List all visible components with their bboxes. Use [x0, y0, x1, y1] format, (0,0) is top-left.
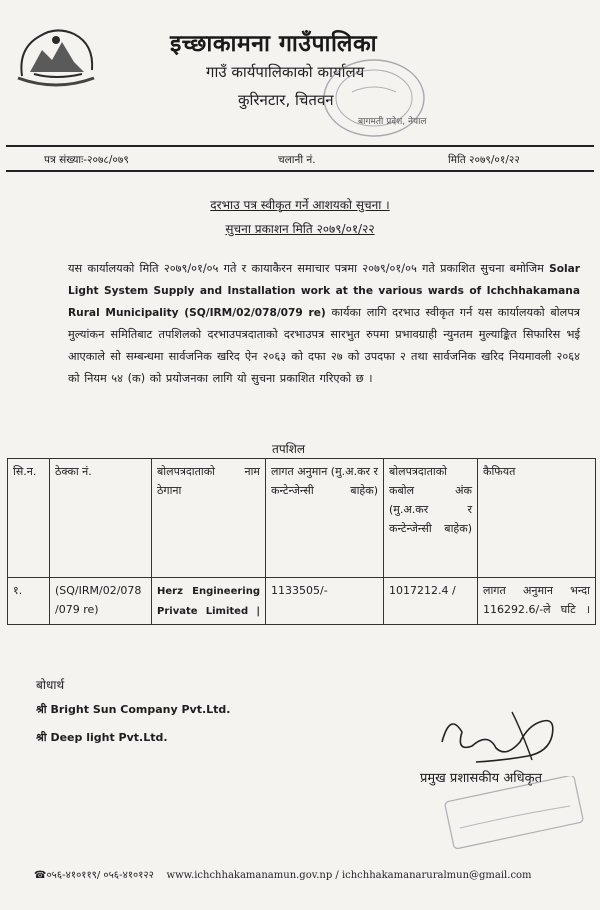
cell-estimate: 1133505/-: [266, 578, 384, 625]
header-bid-amount: बोलपत्रदाताको कबोल अंक (मु.अ.कर र कन्टेन्जेन्सी बाहेक): [384, 459, 478, 578]
notice-subject: दरभाउ पत्र स्वीकृत गर्ने आशयको सुचना ।: [210, 198, 390, 212]
cell-remark: लागत अनुमान भन्दा 116292.6/-ले घटि ।: [478, 578, 596, 625]
notice-publish-date: सुचना प्रकाशन मिति २०७९/०१/२२: [225, 222, 375, 236]
table-header-row: [8, 459, 596, 578]
municipality-emblem: [12, 18, 100, 90]
office-stamp-seal: [312, 52, 432, 142]
office-name: गाउँ कार्यपालिकाको कार्यालय: [206, 63, 365, 81]
body-text-part2: कार्यका लागि दरभाउ स्वीकृत गर्न यस कार्यालयको बोलपत्र मुल्यांकन समितिबाट तपशिलको दरभाउपत्रदाताको दरभाउपत्र सारभुत रुपमा प्रभावग्राही न्युनतम मुल्याङ्कित सिफारिस भई आएकाले सो सम्बन्धमा सार्वजनिक खरिद ऐन २०६३ को दफा २७ को उपदफा २ तथा सार्वजनिक खरिद नियमावली २०६४ को नियम ५४ (क) को प्रयोजनका लागि यो सुचना प्रकाशित गरिएको छ ।: [68, 306, 580, 385]
header-divider-bottom: [6, 170, 594, 172]
cell-bid-amount: 1017212.4 /: [384, 578, 478, 625]
footer-web-email: www.ichchhakamanamun.gov.np / ichchhakamanaruralmun@gmail.com: [166, 870, 532, 881]
letter-date: मिति २०७९/०१/२२: [448, 154, 520, 166]
province-name: बागमती प्रदेश, नेपाल: [358, 117, 427, 127]
table-row: [8, 578, 596, 625]
office-location: कुरिनटार, चितवन: [238, 91, 334, 109]
notice-body: [68, 258, 580, 390]
dispatch-number: चलानी नं.: [278, 154, 316, 166]
cc-label: बोधार्थ: [36, 678, 65, 692]
header-divider-top: [6, 145, 594, 147]
municipality-name: इच्छाकामना गाउँपालिका: [170, 31, 378, 57]
header-remark: कैफियत: [478, 459, 596, 578]
body-text-part1: यस कार्यालयको मिति २०७९/०१/०५ गते र कायाकैरन समाचार पत्रमा २०७९/०१/०५ गते प्रकाशित सुचना बमोजिम: [68, 262, 550, 275]
header-sn: सि.न.: [8, 459, 50, 578]
footer-phones: ☎०५६-४१०११९/ ०५६-४१०१२२: [34, 870, 154, 881]
letter-number: पत्र संख्याः-२०७८/०७९: [44, 154, 129, 166]
signatory-stamp: [440, 776, 590, 850]
footer-contact: [34, 867, 532, 881]
handwritten-signature: [436, 702, 576, 772]
body-work-title: Solar Light System Supply and Installation work at the various wards of Ichchhakamana Rural Municipality (SQ/IRM/02/078/079 re): [68, 263, 580, 319]
cell-sn: १.: [8, 578, 50, 625]
cell-contract-no: (SQ/IRM/02/078 /079 re): [50, 578, 152, 625]
signatory-title: प्रमुख प्रशासकीय अधिकृत: [420, 771, 543, 786]
bidder-name: Herz Engineering Private Limited |: [157, 586, 260, 617]
cc-recipient-2: श्री Deep light Pvt.Ltd.: [36, 731, 168, 744]
header-contract-no: ठेक्का नं.: [50, 459, 152, 578]
cell-bidder: [152, 578, 266, 625]
header-estimate: लागत अनुमान (मु.अ.कर र कन्टेन्जेन्सी बाहेक): [266, 459, 384, 578]
table-caption: तपशिल: [272, 442, 306, 456]
cc-recipient-1: श्री Bright Sun Company Pvt.Ltd.: [36, 703, 231, 716]
bid-details-table: [7, 458, 596, 625]
header-bidder: बोलपत्रदाताको नाम ठेगाना: [152, 459, 266, 578]
